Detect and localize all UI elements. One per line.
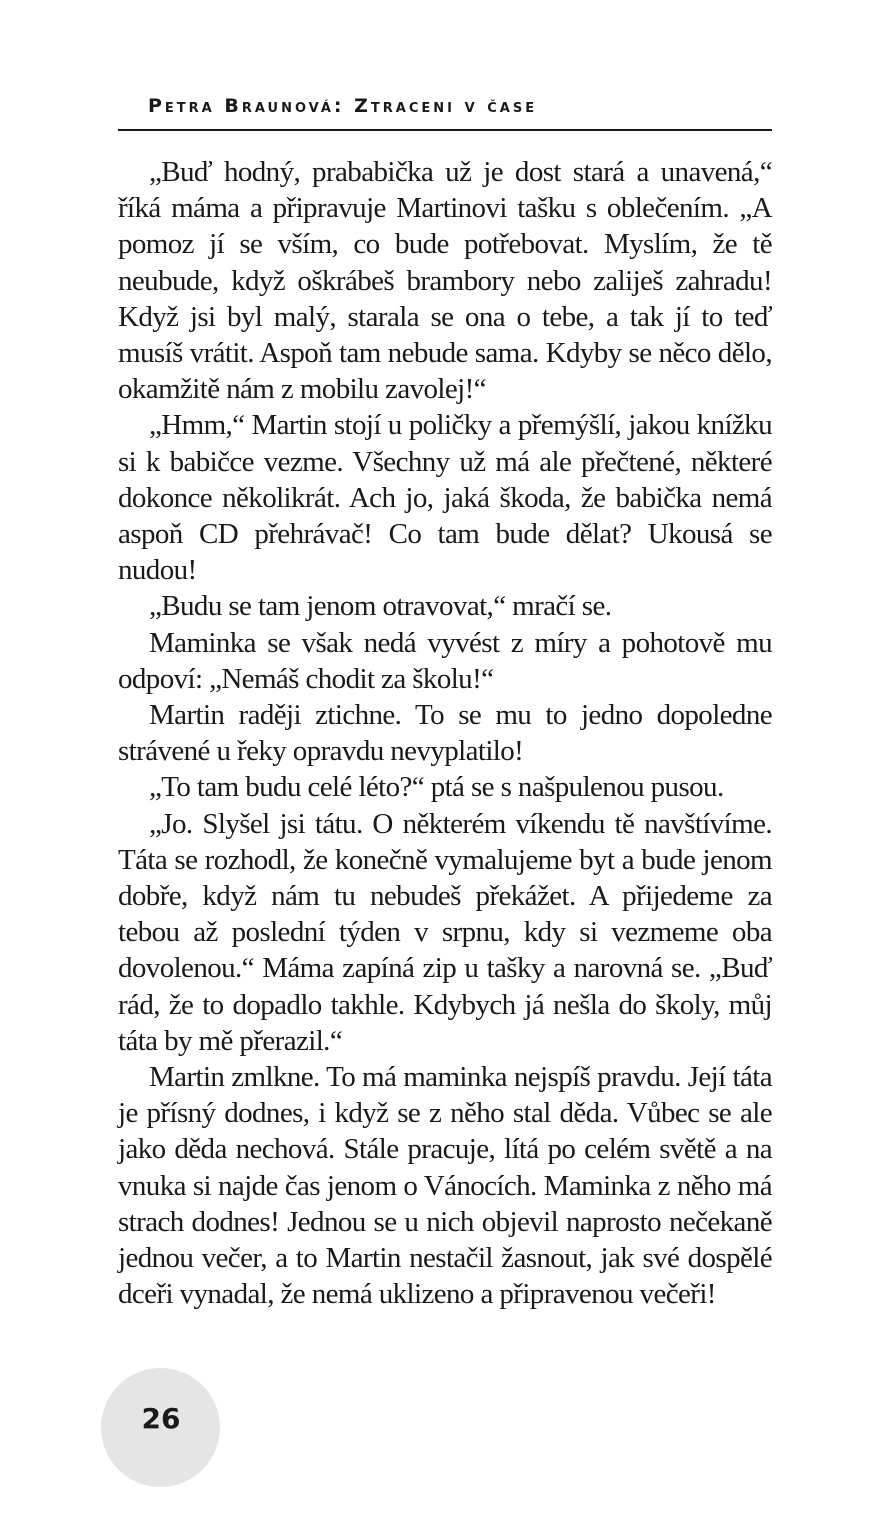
page-number-badge <box>101 1368 220 1487</box>
paragraph: Maminka se však nedá vyvést z míry a pohotově mu odpoví: „Nemáš chodit za školu!“ <box>118 626 772 695</box>
paragraph: „Jo. Slyšel jsi tátu. O některém víkendu tě navštívíme. Táta se rozhodl, že konečně vymalujeme byt a bude jenom dobře, když nám tu nebudeš překážet. A přijedeme za tebou až poslední týden v srpnu, kdy si vezmeme oba dovolenou.“ Máma zapíná zip u tašky a narovná se. „Buď rád, že to dopadlo takhle. Kdybych já nešla do školy, můj táta by mě přerazil.“ <box>118 807 772 1057</box>
paragraph: Martin raději ztichne. To se mu to jedno dopoledne strávené u řeky opravdu nevyplatilo! <box>118 699 772 768</box>
running-header-title: Petra Braunová: Ztraceni v čase <box>148 95 538 117</box>
paragraph: „Buď hodný, prababička už je dost stará a unavená,“ říká máma a připravuje Martinovi tašku s oblečením. „A pomoz jí se vším, co bude potřebovat. Myslím, že tě neubude, když oškrábeš brambory nebo zaliješ zahradu! Když jsi byl malý, starala se ona o tebe, a tak jí to teď musíš vrátit. Aspoň tam nebude sama. Kdyby se něco dělo, okamžitě nám z mobilu zavolej!“ <box>118 156 772 406</box>
body-text <box>118 154 772 1313</box>
header-rule <box>118 129 772 131</box>
page-number: 26 <box>141 1402 181 1435</box>
paragraph: Martin zmlkne. To má maminka nejspíš pravdu. Její táta je přísný dodnes, i když se z něho stal děda. Vůbec se ale jako děda nechová. Stále pracuje, lítá po celém světě a na vnuka si najde čas jenom o Vánocích. Maminka z něho má strach dodnes! Jednou se u nich objevil naprosto nečekaně jednou večer, a to Martin nestačil žasnout, jak své dospělé dceři vynadal, že nemá uklizeno a připravenou večeři! <box>118 1061 772 1311</box>
paragraph: „To tam budu celé léto?“ ptá se s našpulenou pusou. <box>149 771 724 804</box>
paragraph: „Hmm,“ Martin stojí u poličky a přemýšlí, jakou knížku si k babičce vezme. Všechny už má ale přečtené, některé dokonce několikrát. Ach jo, jaká škoda, že babička nemá aspoň CD přehrávač! Co tam bude dělat? Ukousá se nudou! <box>118 409 772 587</box>
paragraph: „Budu se tam jenom otravovat,“ mračí se. <box>149 590 612 623</box>
